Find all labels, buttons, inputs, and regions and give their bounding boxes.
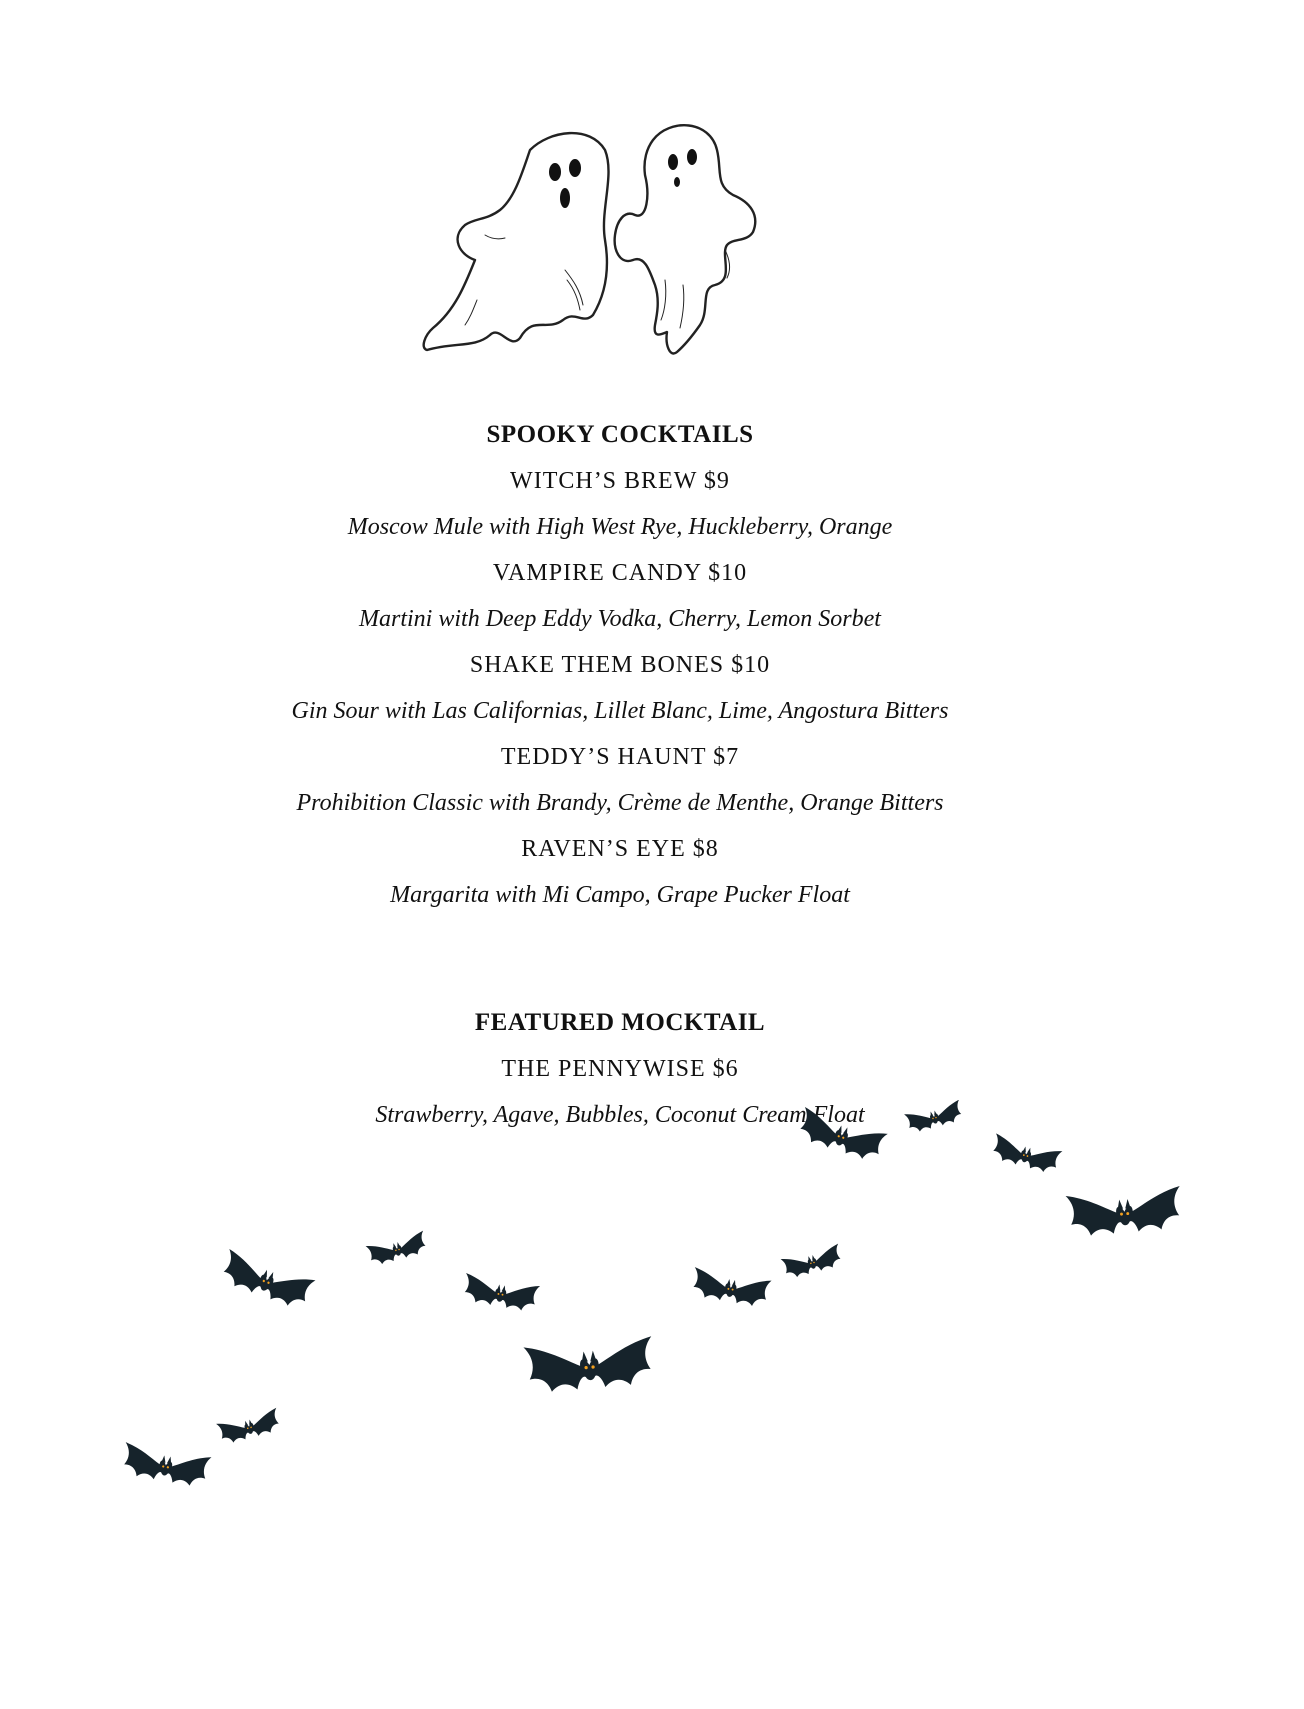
- bat-icon: [990, 1133, 1063, 1175]
- section-title-featured-mocktail: FEATURED MOCKTAIL: [474, 1009, 766, 1036]
- section-spacer: [0, 918, 1240, 1000]
- bat-icon: [461, 1273, 540, 1313]
- bat-icon: [216, 1408, 282, 1446]
- ghost-icon: [615, 125, 756, 353]
- menu-item-name: SHAKE THEM BONES $10: [469, 652, 771, 678]
- bat-icon: [904, 1100, 964, 1134]
- menu-item-description: Strawberry, Agave, Bubbles, Coconut Cream Float: [375, 1102, 865, 1128]
- bat-icon: [218, 1249, 316, 1312]
- menu-item-name: THE PENNYWISE $6: [501, 1056, 739, 1082]
- menu-item-name: TEDDY’S HAUNT $7: [500, 744, 740, 770]
- menu: [0, 412, 1240, 1138]
- menu-item-description: Gin Sour with Las Californias, Lillet Blanc, Lime, Angostura Bitters: [291, 698, 949, 724]
- bats-illustration: [0, 1100, 1304, 1540]
- menu-item-name: VAMPIRE CANDY $10: [492, 560, 748, 586]
- ghost-icon: [424, 133, 609, 350]
- menu-item-description: Prohibition Classic with Brandy, Crème de Menthe, Orange Bitters: [296, 790, 944, 816]
- menu-item-description: Martini with Deep Eddy Vodka, Cherry, Lemon Sorbet: [359, 606, 881, 632]
- section-title-spooky-cocktails: SPOOKY COCKTAILS: [486, 421, 754, 448]
- bat-icon: [120, 1442, 211, 1488]
- bat-icon: [523, 1336, 655, 1394]
- bat-icon: [690, 1267, 772, 1308]
- bat-icon: [795, 1107, 888, 1164]
- ghosts-illustration: [415, 120, 815, 390]
- bat-icon: [781, 1244, 844, 1280]
- menu-item-description: Moscow Mule with High West Rye, Huckleberry, Orange: [347, 514, 893, 540]
- menu-item-name: RAVEN’S EYE $8: [521, 836, 719, 862]
- menu-item-description: Margarita with Mi Campo, Grape Pucker Float: [390, 882, 850, 908]
- bat-icon: [366, 1231, 429, 1267]
- bat-icon: [1066, 1186, 1184, 1237]
- menu-item-name: WITCH’S BREW $9: [510, 468, 730, 494]
